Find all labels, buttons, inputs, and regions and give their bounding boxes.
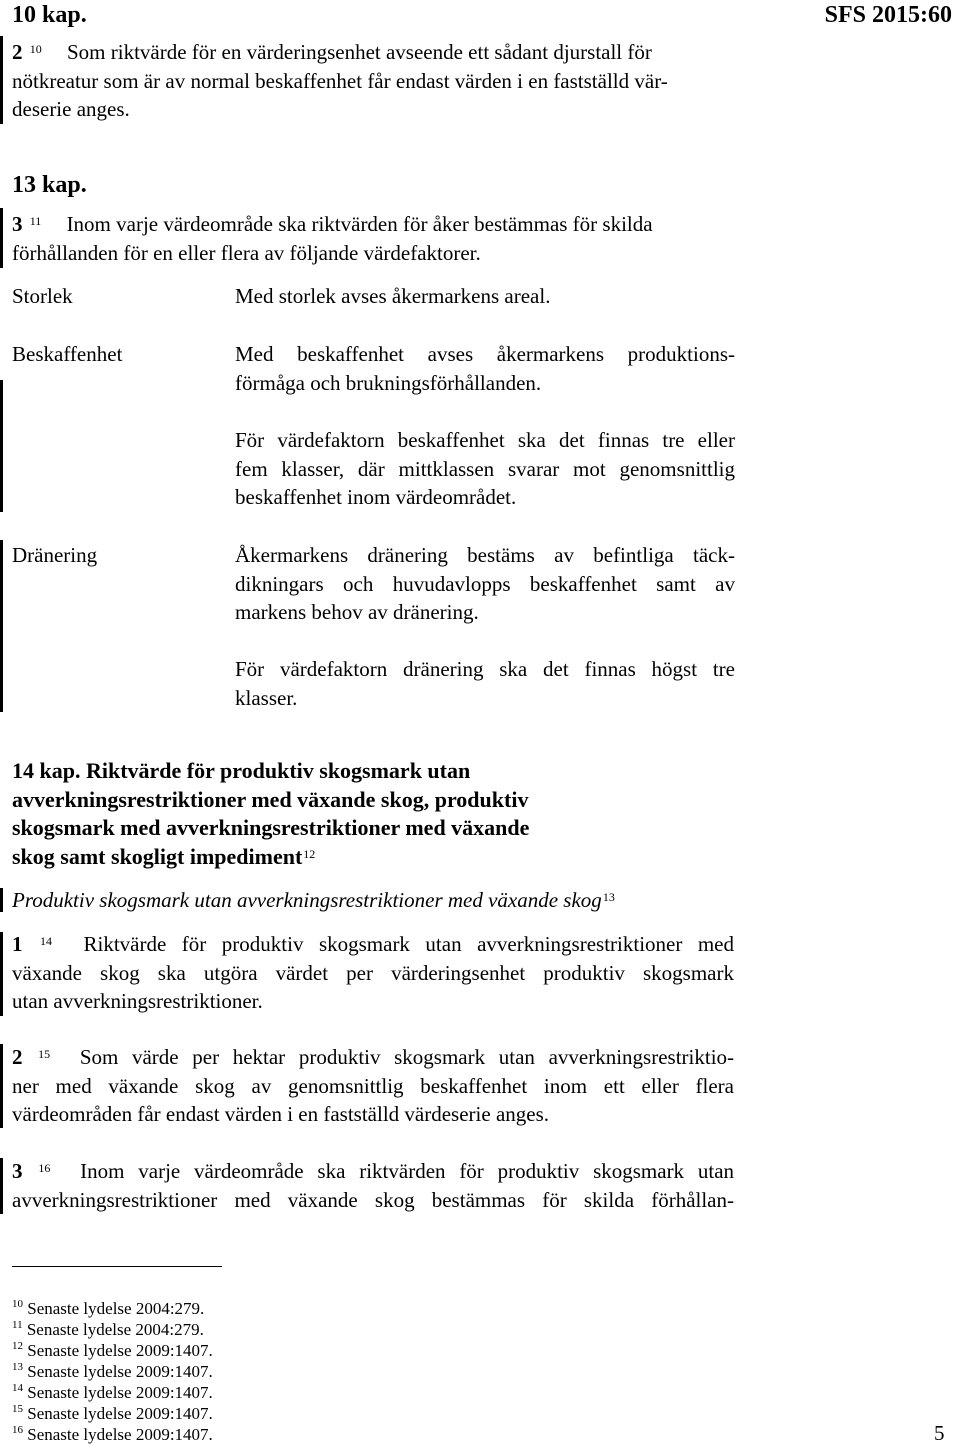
footnote — [12, 1424, 412, 1445]
footnote-text: Senaste lydelse 2004:279. — [27, 1299, 205, 1318]
chapter-heading-10: 10 kap. — [12, 2, 87, 28]
section-text: förhållanden för en eller flera av följande värdefaktorer. — [12, 240, 481, 265]
factor-label-storlek: Storlek — [12, 284, 73, 308]
subheading — [12, 886, 752, 915]
footnotes — [12, 1298, 412, 1445]
factor-text-beskaffenhet-classes — [235, 426, 735, 512]
section-14-2 — [12, 1043, 734, 1129]
footnote-text: Senaste lydelse 2009:1407. — [27, 1425, 213, 1444]
footnote-text: Senaste lydelse 2009:1407. — [27, 1341, 213, 1360]
footnote-number: 12 — [12, 1340, 23, 1352]
factor-text-line: För värdefaktorn dränering ska det finnas högst tre — [235, 657, 735, 681]
factor-text-line: fem klasser, där mittklassen svarar mot genomsnittlig — [235, 456, 735, 481]
section-text: Inom varje värdeområde ska riktvärden för produktiv skogsmark utan — [80, 1159, 735, 1183]
chapter-title: skog samt skogligt impediment — [12, 843, 303, 869]
footnote-text: Senaste lydelse 2004:279. — [26, 1320, 204, 1339]
factor-text-beskaffenhet — [235, 340, 735, 397]
footnote-ref: 15 — [38, 1047, 51, 1061]
change-bar — [0, 932, 3, 1016]
section-14-3 — [12, 1157, 734, 1214]
factor-text-line: förmåga och brukningsförhållanden. — [235, 370, 542, 395]
change-bar — [0, 1044, 3, 1128]
change-bar — [0, 380, 3, 512]
section-text: Inom varje värdeområde ska riktvärden för åker bestämmas för skilda — [66, 212, 653, 236]
change-bar — [0, 1158, 3, 1214]
factor-text-line: För värdefaktorn beskaffenhet ska det finnas tre eller — [235, 428, 735, 452]
footnote — [12, 1319, 412, 1340]
footnote-text: Senaste lydelse 2009:1407. — [27, 1404, 213, 1423]
section-text: Som värde per hektar produktiv skogsmark utan avverkningsrestriktio- — [79, 1045, 735, 1069]
footnote-number: 16 — [12, 1424, 23, 1436]
factor-text-line: klasser. — [235, 685, 298, 710]
footnote-text: Senaste lydelse 2009:1407. — [27, 1383, 213, 1402]
factor-text-storlek: Med storlek avses åkermarkens areal. — [235, 284, 551, 308]
factor-text-line: markens behov av dränering. — [235, 600, 479, 624]
section-text: växande skog ska utgöra värdet per värderingsenhet produktiv skogsmark — [12, 960, 734, 985]
section-number: 2 — [12, 40, 23, 64]
section-text: värdeområden får endast värden i en fastställd värdeserie anges. — [12, 1102, 550, 1126]
section-10-2 — [12, 38, 734, 124]
factor-text-line: dikningars och huvudavlopps beskaffenhet samt av — [235, 571, 735, 596]
factor-text-line: Åkermarkens dränering bestäms av befintliga täck- — [235, 543, 735, 567]
footnote — [12, 1361, 412, 1382]
sfs-number: SFS 2015:60 — [824, 2, 952, 28]
chapter-heading-14 — [12, 757, 752, 871]
footnote — [12, 1298, 412, 1319]
section-number: 3 — [12, 212, 23, 236]
footnote-text: Senaste lydelse 2009:1407. — [27, 1362, 213, 1381]
section-text: Riktvärde för produktiv skogsmark utan avverkningsrestriktioner med — [83, 932, 735, 956]
factor-text-line: beskaffenhet inom värdeområdet. — [235, 485, 517, 509]
footnote-ref: 10 — [29, 42, 42, 56]
section-text: avverkningsrestriktioner med växande skog bestämmas för skilda förhållan- — [12, 1187, 734, 1212]
chapter-title: skogsmark med avverkningsrestriktioner med växande — [12, 815, 530, 840]
page-number: 5 — [934, 1421, 945, 1445]
chapter-title: avverkningsrestriktioner med växande skog, produktiv — [12, 786, 529, 812]
change-bar — [0, 36, 3, 124]
section-13-3 — [12, 210, 734, 267]
chapter-prefix: 14 kap. — [12, 758, 81, 783]
section-text: deserie anges. — [12, 97, 130, 121]
footnote — [12, 1340, 412, 1361]
footnote-ref: 14 — [40, 934, 52, 948]
factor-label-beskaffenhet: Beskaffenhet — [12, 342, 123, 366]
footnote-ref: 11 — [29, 214, 42, 228]
section-number: 2 — [12, 1045, 23, 1069]
section-text: nötkreatur som är av normal beskaffenhet får endast värden i en fastställd vär- — [12, 68, 668, 93]
section-text: ner med växande skog av genomsnittlig beskaffenhet inom ett eller flera — [12, 1073, 734, 1098]
chapter-title: Riktvärde för produktiv skogsmark utan — [85, 758, 471, 783]
subheading-text: Produktiv skogsmark utan avverkningsrestriktioner med växande skog — [12, 888, 602, 912]
footnote-number: 11 — [12, 1319, 23, 1331]
section-number: 3 — [12, 1159, 23, 1183]
section-14-1 — [12, 930, 734, 1016]
change-bar — [0, 208, 3, 268]
footnote-ref: 13 — [602, 890, 615, 904]
footnote-ref: 16 — [38, 1161, 51, 1175]
footnote — [12, 1403, 412, 1424]
factor-text-line: Med beskaffenhet avses åkermarkens produktions- — [235, 342, 735, 366]
factor-text-dranering-classes — [235, 655, 735, 712]
footnote-ref: 12 — [303, 846, 316, 861]
factor-text-dranering — [235, 541, 735, 627]
section-text: Som riktvärde för en värderingsenhet avseende ett sådant djurstall för — [67, 40, 652, 64]
footnote — [12, 1382, 412, 1403]
change-bar — [0, 540, 3, 712]
chapter-heading-13: 13 kap. — [12, 172, 87, 198]
footnote-number: 10 — [12, 1298, 23, 1310]
section-text: utan avverkningsrestriktioner. — [12, 989, 263, 1013]
factor-label-dranering: Dränering — [12, 543, 98, 567]
footnote-number: 14 — [12, 1382, 23, 1394]
change-bar — [0, 888, 3, 912]
section-number: 1 — [12, 932, 23, 956]
footnote-divider — [12, 1266, 222, 1267]
footnote-number: 13 — [12, 1361, 23, 1373]
footnote-number: 15 — [12, 1403, 23, 1415]
